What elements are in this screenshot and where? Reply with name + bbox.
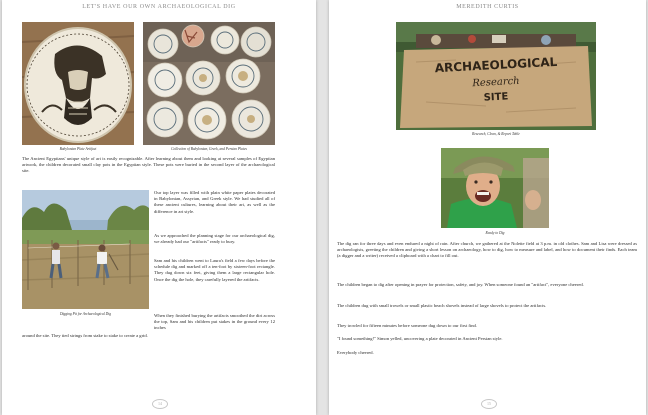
right-page: [329, 0, 646, 415]
right-running-header: MEREDITH CURTIS: [456, 4, 519, 10]
digging-pit-photo: [22, 190, 149, 309]
top-layer-paragraph: Our top layer was filled with plain white paper plates decorated in Babylonian, Assyrian, and Greek style. We had studied all of these ancient cultures, learning about their art, as well as the difference in art style.: [154, 190, 275, 214]
research-table-photo: [396, 22, 596, 130]
plates-collection-caption: Collection of Babylonian, Greek, and Persian Plates: [171, 147, 247, 151]
small-trowels-paragraph: The children dug with small trowels or small plastic beach shovels instead of large shovels to protect the artifacts.: [337, 303, 547, 308]
burying-continued-paragraph: around the site. They tied strings from stake to stake to create a grid.: [22, 333, 148, 338]
planning-paragraph: As we approached the planning stage for our archaeological dig, we already had our "artifacts" ready to bury.: [154, 233, 275, 245]
fifteen-minutes-paragraph: They trowled for fifteen minutes before someone dug down to our first find.: [337, 323, 477, 328]
ready-to-dig-photo: [441, 148, 549, 228]
left-page-folio: 14: [152, 399, 168, 409]
egyptian-paragraph: The Ancient Egyptians' unique style of art is easily recognizable. After learning about them and looking at several samples of Egyptian artwork, the children decorated small clay pots in the Egyptian style. These pots were buried in the second layer of the archaeological site.: [22, 156, 275, 174]
right-page-folio: 15: [481, 399, 497, 409]
babylonian-caption: Babylonian Plate Artifact: [59, 147, 97, 151]
left-page: [2, 0, 316, 415]
left-running-header: LET'S HAVE OUR OWN ARCHAEOLOGICAL DIG: [82, 4, 236, 10]
burying-paragraph: When they finished burying the artifacts smoothed the dirt across the top, Sam and his children put stakes in the ground every 12 inches: [154, 313, 275, 331]
sign-line-1: ARCHAEOLOGICAL: [434, 54, 558, 76]
babylonian-plate-photo: [22, 22, 134, 145]
digging-pit-caption: Digging Pit for Archaeological Dig: [59, 312, 112, 316]
found-something-paragraph: "I found something!" Simon yelled, uncovering a plate decorated in Ancient Persian style.: [337, 336, 503, 341]
field-paragraph: Sam and his children went to Laura's field a few days before the schedule dig and marked off a ten-foot by sixteen-foot rectangle. They dug down six feet, giving them a large rectangular hole. Once the dig the hole, they carefully layered the artifacts.: [154, 258, 275, 282]
dig-ran-paragraph: The dig ran for three days and even endured a night of rain. After church, we gathered at the Nolette field at 3 p.m. in old clothes. Sam and Lisa were dressed as archaeologists, greeting the children and giving a short lesson on archaeology, how to dig, how to measure and label, and how to document their finds. Each team (a digger and a writer) received a clipboard with a chart to fill out.: [337, 241, 637, 259]
plates-collection-photo: [143, 22, 275, 145]
ready-to-dig-caption: Ready to Dig: [485, 231, 505, 235]
sign-line-3: SITE: [483, 91, 509, 104]
sign-line-2: Research: [472, 75, 520, 90]
everybody-cheered-paragraph: Everybody cheered.: [337, 350, 374, 355]
began-to-dig-paragraph: The children began to dig after opening in prayer for protection, safety, and joy. When someone found an "artifact", everyone cheered.: [337, 282, 584, 287]
research-table-caption: Research, Clean, & Report Table: [472, 132, 520, 136]
